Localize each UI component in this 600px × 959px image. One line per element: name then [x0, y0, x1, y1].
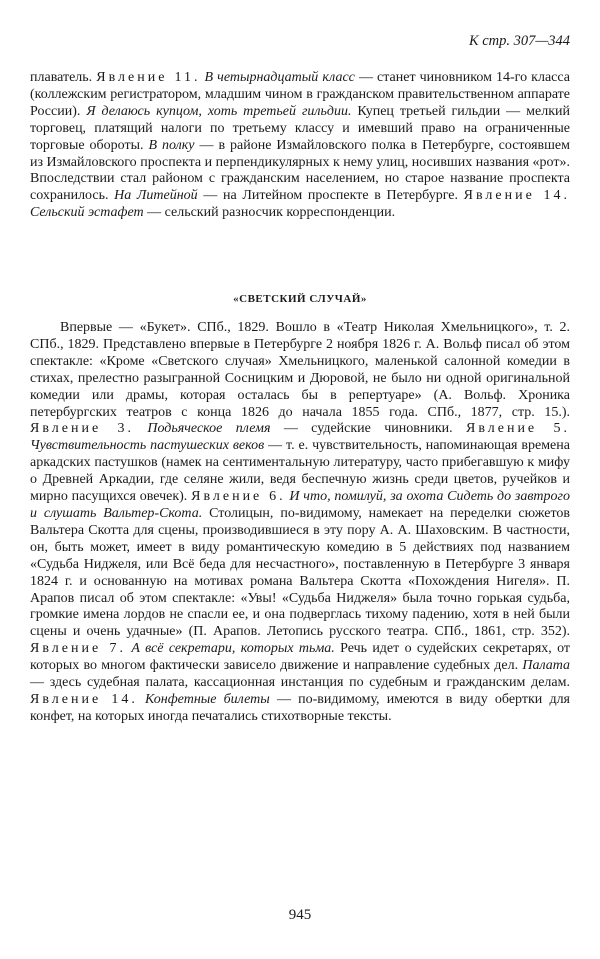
commentary-paragraph-2 [30, 320, 570, 726]
text-run: Столицын, по-видимому, намекает на переделки сюжетов Вальтера Скотта для сцены, производившиеся в эту пору А. А. Шаховским. В частности, он, быть может, имеет в виду романтическую комедию в 5 действиях под названием «Судьба Ниджеля, или Всё беда для несчастного», поставленную в Петербурге 3 января 1824 г. и основанную на мотивах романа Вальтера Скотта «Похождения Нигеля». П. Арапов писал об этом спектакле: «Увы! «Судьба Ниджеля» была точно горькая судьба, громкие имена лордов не спасли ее, и она подверглась тихому падению, хотя в ней были сцены и очень удачные» (П. Арапов. Летопись русского театра. СПб., 1861, стр. 352). [30, 505, 570, 640]
scene-marker: Явление 14. [30, 691, 138, 707]
scene-marker: Явление 7. [30, 641, 126, 657]
text-run: Речь идет о судейских секретарях, от которых во многом фактически зависело движение и направление судебных дел. [30, 641, 571, 674]
text-run: — на Литейном проспекте в Петербурге. [197, 188, 464, 204]
text-run [134, 421, 147, 436]
text-run: Купец третьей гильдии — мелкий торговец, платящий налоги по третьему классу и имевший право на ограниченные торговые обороты. [30, 103, 570, 153]
quoted-phrase: На Литейной [114, 188, 198, 204]
commentary-paragraph-1 [30, 70, 570, 222]
text-run: — по-видимому, имеются в виду обертки для конфет, на которых иногда печатались стихотворные тексты. [30, 691, 570, 724]
scene-marker: Явление 14. [463, 188, 570, 204]
quoted-phrase: И что, помилуй, за охота Сидеть до завтрого и слушать Вальтер-Скота. [30, 489, 571, 521]
section-heading: «СВЕТСКИЙ СЛУЧАЙ» [233, 293, 367, 305]
scene-marker: Явление 5. [465, 421, 570, 437]
quoted-phrase: Конфетные билеты [145, 691, 270, 707]
scene-marker: Явление 6. [191, 489, 286, 505]
text-run [138, 692, 145, 707]
quoted-phrase: В четырнадцатый класс [204, 70, 355, 85]
quoted-phrase: Сельский эстафет [30, 205, 144, 221]
scene-marker: Явление 11. [96, 70, 201, 85]
scene-marker: Явление 3. [30, 421, 135, 437]
quoted-phrase: Палата [522, 658, 570, 674]
text-run: — сельский разносчик корреспонденции. [143, 205, 396, 221]
text-run: — в районе Измайловского полка в Петербурге, состоявшем из Измайловского проспекта и перпендикулярных к нему улиц, носивших названия «рот». Впоследствии стал районом с гражданским населением, но старое название проспекта сохранилось. [30, 137, 570, 204]
page-number: 945 [288, 907, 312, 923]
quoted-phrase: Чувствительность пастушеских веков [30, 438, 265, 454]
quoted-phrase: Я делаюсь купцом, хоть третьей гильдии. [86, 103, 352, 119]
text-run: плаватель. [30, 70, 97, 85]
text-run: Впервые — «Букет». СПб., 1829. Вошло в «Театр Николая Хмельницкого», т. 2. СПб., 1829. Представлено впервые в Петербурге 2 ноября 1826 г. А. Вольф писал об этом спектакле: «Кроме «Светского случая» Хмельницкого, маленькой салонной комедии в стихах, прелестно разыгранной Сосницким и Дюровой, не было ни одной оригинальной комедии или драмы, которая осталась бы в репертуаре» (А. Вольф. Хроника петербургских театров с конца 1826 до начала 1855 года. СПб., 1877, стр. 15.). [30, 320, 570, 420]
text-run: — станет чиновником 14-го класса (коллежским регистратором, младшим чином в гражданском правительственном аппарате России). [30, 70, 570, 119]
text-run: — здесь судебная палата, кассационная инстанция по судебным и гражданским делам. [30, 675, 570, 691]
quoted-phrase: А всё секретари, которых тьма. [131, 641, 335, 657]
quoted-phrase: Подьяческое племя [147, 421, 271, 437]
text-run: — судейские чиновники. [270, 421, 466, 437]
quoted-phrase: В полку [148, 137, 195, 153]
running-head: К стр. 307—344 [468, 33, 570, 49]
text-run: — т. е. чувствительность, напоминающая времена аркадских пастушков (намек на сентиментальную литературу, часто прибегавшую к мифу о Древней Аркадии, где селяне жили, ведя беспечную жизнь среди цветов, ручейков и мирно пасущихся овечек). [30, 438, 570, 505]
